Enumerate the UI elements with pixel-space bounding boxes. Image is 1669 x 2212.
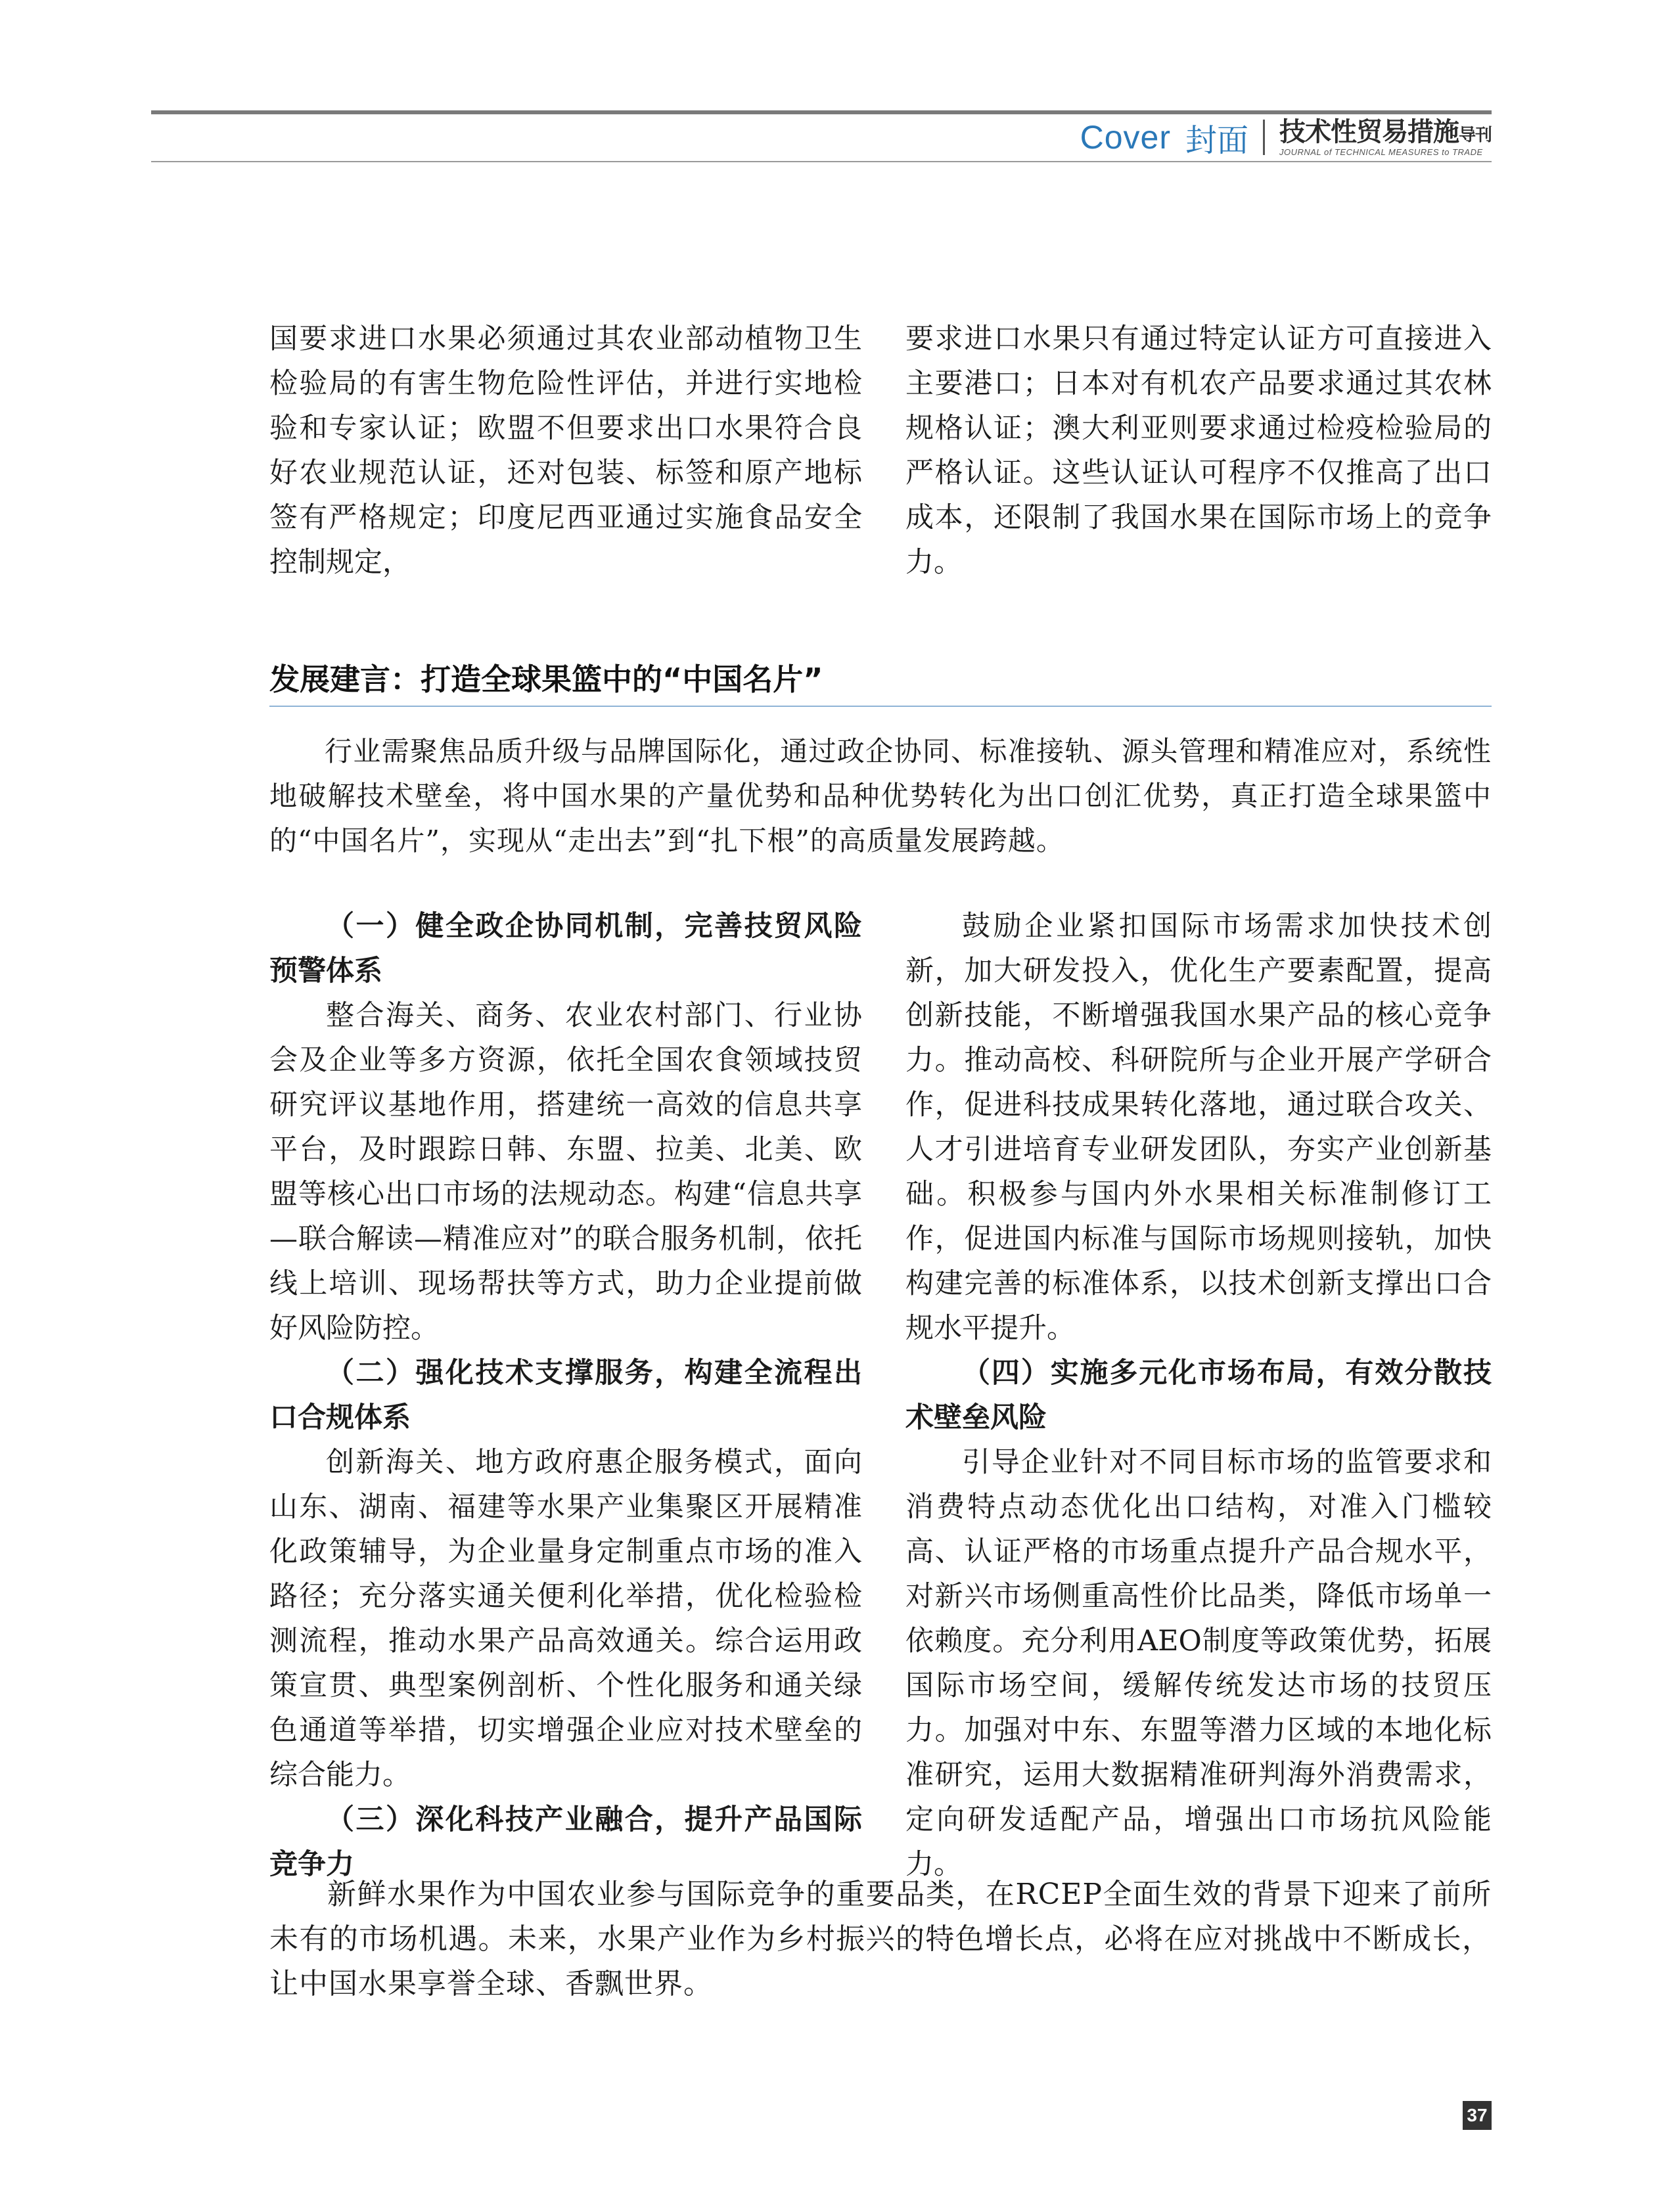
header-separator xyxy=(1263,120,1265,155)
section-label-en: Cover xyxy=(1080,119,1171,156)
page-number: 37 xyxy=(1463,2101,1492,2130)
journal-name-en: JOURNAL of TECHNICAL MEASURES to TRADE xyxy=(1279,147,1483,157)
header-rule-top xyxy=(151,110,1492,114)
subheading-3: （三）深化科技产业融合，提升产品国际竞争力 xyxy=(269,1803,862,1881)
subheading-2: （二）强化技术支撑服务，构建全流程出口合规体系 xyxy=(269,1357,862,1434)
right-column xyxy=(905,904,1492,1887)
section-rule xyxy=(269,706,1492,707)
journal-logo xyxy=(1279,116,1492,157)
body-paragraph: 国要求进口水果必须通过其农业部动植物卫生检验局的有害生物危险性评估，并进行实地检验和专家认证；欧盟不但要求出口水果符合良好农业规范认证，还对包装、标签和原产地标签有严格规定；印度尼西亚通过实施食品安全控制规定， xyxy=(269,323,862,579)
top-left-column xyxy=(269,317,862,585)
left-column xyxy=(269,904,862,1887)
top-right-column xyxy=(905,317,1492,585)
section-intro: 行业需聚焦品质升级与品牌国际化，通过政企协同、标准接轨、源头管理和精准应对，系统性地破解技术壁垒，将中国水果的产量优势和品种优势转化为出口创汇优势，真正打造全球果篮中的“中国名片”，实现从“走出去”到“扎下根”的高质量发展跨越。 xyxy=(269,735,1492,857)
section-heading: 发展建言：打造全球果篮中的“中国名片” xyxy=(269,662,823,697)
running-header xyxy=(1080,116,1492,159)
journal-suffix: 导刊 xyxy=(1458,125,1492,145)
body-paragraph-1: 整合海关、商务、农业农村部门、行业协会及企业等多方资源，依托全国农食领域技贸研究评议基地作用，搭建统一高效的信息共享平台，及时跟踪日韩、东盟、拉美、北美、欧盟等核心出口市场的法规动态。构建“信息共享—联合解读—精准应对”的联合服务机制，依托线上培训、现场帮扶等方式，助力企业提前做好风险防控。 xyxy=(269,999,862,1345)
subheading-4: （四）实施多元化市场布局，有效分散技术壁垒风险 xyxy=(905,1357,1492,1434)
header-rule-bottom xyxy=(151,161,1492,162)
section-label-cn: 封面 xyxy=(1185,122,1248,159)
body-paragraph: 要求进口水果只有通过特定认证方可直接进入主要港口；日本对有机农产品要求通过其农林规格认证；澳大利亚则要求通过检疫检验局的严格认证。这些认证认可程序不仅推高了出口成本，还限制了我国水果在国际市场上的竞争力。 xyxy=(905,323,1492,579)
body-paragraph-2: 创新海关、地方政府惠企服务模式，面向山东、湖南、福建等水果产业集聚区开展精准化政策辅导，为企业量身定制重点市场的准入路径；充分落实通关便利化举措，优化检验检测流程，推动水果产品高效通关。综合运用政策宣贯、典型案例剖析、个性化服务和通关绿色通道等举措，切实增强企业应对技术壁垒的综合能力。 xyxy=(269,1446,862,1792)
subheading-1: （一）健全政企协同机制，完善技贸风险预警体系 xyxy=(269,910,862,987)
closing-paragraph: 新鲜水果作为中国农业参与国际竞争的重要品类，在RCEP全面生效的背景下迎来了前所未有的市场机遇。未来，水果产业作为乡村振兴的特色增长点，必将在应对挑战中不断成长，让中国水果享誉全球、香飘世界。 xyxy=(269,1878,1492,2000)
body-paragraph-4: 引导企业针对不同目标市场的监管要求和消费特点动态优化出口结构，对准入门槛较高、认证严格的市场重点提升产品合规水平，对新兴市场侧重高性价比品类，降低市场单一依赖度。充分利用AEO制度等政策优势，拓展国际市场空间，缓解传统发达市场的技贸压力。加强对中东、东盟等潜力区域的本地化标准研究，运用大数据精准研判海外消费需求，定向研发适配产品，增强出口市场抗风险能力。 xyxy=(905,1446,1492,1881)
journal-name-cn: 技术性贸易措施 xyxy=(1279,116,1459,147)
body-paragraph-3: 鼓励企业紧扣国际市场需求加快技术创新，加大研发投入，优化生产要素配置，提高创新技能，不断增强我国水果产品的核心竞争力。推动高校、科研院所与企业开展产学研合作，促进科技成果转化落地，通过联合攻关、人才引进培育专业研发团队，夯实产业创新基础。积极参与国内外水果相关标准制修订工作，促进国内标准与国际市场规则接轨，加快构建完善的标准体系，以技术创新支撑出口合规水平提升。 xyxy=(905,910,1492,1345)
